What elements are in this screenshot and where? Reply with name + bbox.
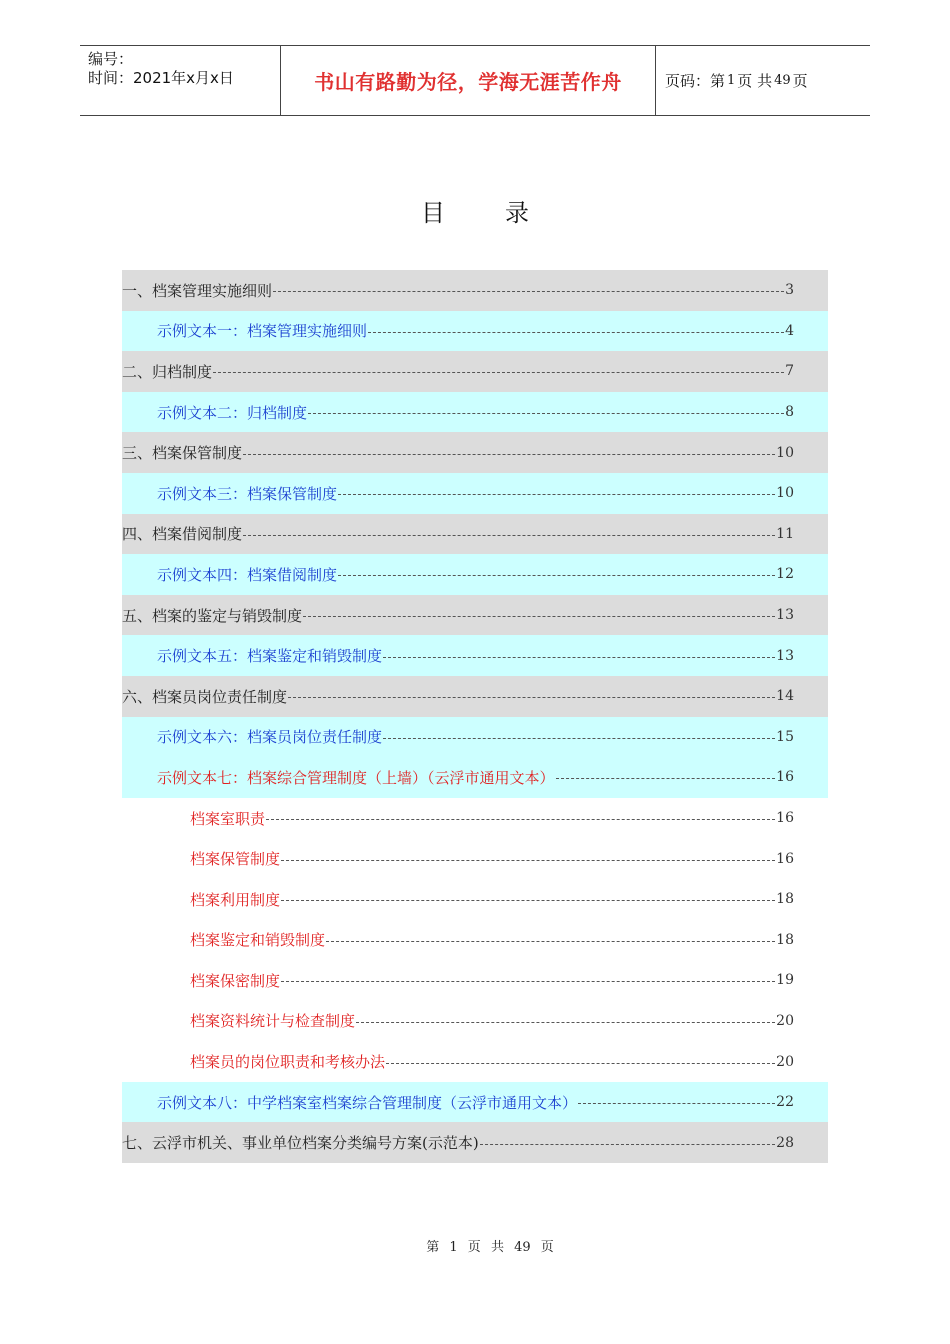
toc-leader-dots [356, 1021, 775, 1023]
toc-leader-dots [266, 818, 775, 820]
toc-entry[interactable] [122, 838, 828, 879]
toc-leader-dots [213, 371, 784, 373]
page-mid: 页 共 [737, 72, 773, 90]
toc-leader-dots [308, 412, 784, 414]
toc-entry[interactable] [122, 311, 828, 352]
toc-entry-label: 档案利用制度 [190, 890, 281, 909]
header-page-info [656, 46, 870, 115]
toc-entry[interactable] [122, 676, 828, 717]
toc-leader-dots [273, 290, 784, 292]
footer-p3: 共 [490, 1240, 504, 1255]
toc-entry[interactable] [122, 351, 828, 392]
toc-leader-dots [281, 899, 775, 901]
toc-leader-dots [243, 453, 775, 455]
toc-leader-dots [338, 493, 775, 495]
header-motto: 书山有路勤为径，学海无涯苦作舟 [280, 46, 656, 115]
toc-entry-page: 3 [785, 282, 794, 299]
toc-entry-page: 16 [776, 769, 794, 786]
toc-entry-label: 档案保密制度 [190, 971, 281, 990]
toc-leader-dots [386, 1062, 775, 1064]
toc-leader-dots [303, 615, 775, 617]
toc-entry-page: 18 [776, 891, 794, 908]
toc-leader-dots [243, 534, 775, 536]
toc-entry-label: 示例文本四：档案借阅制度 [157, 565, 338, 584]
toc-entry-page: 19 [776, 972, 794, 989]
toc-entry-label: 示例文本三：档案保管制度 [157, 484, 338, 503]
toc-entry[interactable] [122, 1001, 828, 1042]
page-prefix: 页码：第 [665, 72, 726, 90]
toc-entry-page: 16 [776, 850, 794, 867]
toc-leader-dots [338, 574, 775, 576]
header-meta [80, 46, 280, 115]
toc-leader-dots [326, 940, 775, 942]
time-label: 时间：2021年x月x日 [88, 69, 234, 87]
toc-entry-page: 7 [785, 363, 794, 380]
toc-leader-dots [383, 737, 775, 739]
toc-entry-label: 四、档案借阅制度 [122, 525, 243, 544]
toc-leader-dots [578, 1102, 775, 1104]
toc-entry-page: 18 [776, 931, 794, 948]
toc-entry[interactable] [122, 717, 828, 758]
toc-entry[interactable] [122, 757, 828, 798]
toc-entry[interactable] [122, 392, 828, 433]
toc-entry-label: 一、档案管理实施细则 [122, 281, 273, 300]
page-total: 49 [774, 73, 791, 88]
toc-entry-page: 11 [776, 525, 794, 542]
footer-num: 1 [449, 1240, 458, 1255]
toc-entry-page: 20 [776, 1053, 794, 1070]
number-label: 编号： [88, 50, 134, 68]
toc-entry-page: 13 [776, 607, 794, 624]
toc-entry[interactable] [122, 635, 828, 676]
toc-leader-dots [368, 331, 784, 333]
toc-entry-page: 4 [785, 322, 794, 339]
toc-entry[interactable] [122, 1122, 828, 1163]
page-footer [0, 1236, 950, 1255]
toc-entry-page: 16 [776, 810, 794, 827]
toc-entry-page: 8 [785, 404, 794, 421]
toc-leader-dots [281, 859, 775, 861]
toc-entry[interactable] [122, 1082, 828, 1123]
toc-entry-label: 档案保管制度 [190, 850, 281, 869]
toc-entry[interactable] [122, 270, 828, 311]
toc-entry[interactable] [122, 432, 828, 473]
toc-entry-label: 示例文本六：档案员岗位责任制度 [157, 728, 383, 747]
toc-entry-label: 五、档案的鉴定与销毁制度 [122, 606, 303, 625]
toc-entry-label: 示例文本七：档案综合管理制度（上墙）（云浮市通用文本） [157, 768, 555, 787]
footer-p1: 第 [426, 1240, 440, 1255]
toc-entry[interactable] [122, 960, 828, 1001]
toc-entry-page: 22 [776, 1094, 794, 1111]
toc-entry-page: 14 [776, 688, 794, 705]
toc-entry[interactable] [122, 920, 828, 961]
toc-entry-label: 示例文本二：归档制度 [157, 403, 308, 422]
toc-leader-dots [281, 980, 775, 982]
table-of-contents [122, 270, 828, 1163]
toc-leader-dots [480, 1143, 775, 1145]
toc-entry-label: 三、档案保管制度 [122, 444, 243, 463]
toc-entry-page: 13 [776, 647, 794, 664]
toc-entry[interactable] [122, 514, 828, 555]
toc-entry-page: 20 [776, 1012, 794, 1029]
footer-p4: 页 [540, 1240, 554, 1255]
toc-entry-page: 15 [776, 728, 794, 745]
toc-entry[interactable] [122, 554, 828, 595]
toc-entry-label: 七、云浮市机关、事业单位档案分类编号方案(示范本) [122, 1134, 479, 1153]
toc-entry-label: 示例文本一：档案管理实施细则 [157, 322, 368, 341]
toc-entry-label: 示例文本五：档案鉴定和销毁制度 [157, 647, 383, 666]
toc-entry-label: 档案员的岗位职责和考核办法 [190, 1053, 386, 1072]
toc-entry[interactable] [122, 1041, 828, 1082]
toc-entry-page: 10 [776, 485, 794, 502]
toc-entry-label: 档案室职责 [190, 809, 266, 828]
toc-leader-dots [556, 777, 776, 779]
toc-entry[interactable] [122, 879, 828, 920]
footer-total: 49 [514, 1240, 531, 1255]
page-header [80, 45, 870, 116]
toc-entry-label: 档案鉴定和销毁制度 [190, 931, 326, 950]
toc-entry[interactable] [122, 798, 828, 839]
toc-leader-dots [288, 696, 775, 698]
toc-entry-label: 档案资料统计与检查制度 [190, 1012, 356, 1031]
toc-entry-label: 示例文本八：中学档案室档案综合管理制度（云浮市通用文本） [157, 1093, 578, 1112]
toc-entry-label: 二、归档制度 [122, 362, 213, 381]
footer-p2: 页 [467, 1240, 481, 1255]
toc-entry-page: 10 [776, 444, 794, 461]
toc-entry-page: 12 [776, 566, 794, 583]
page-suffix: 页 [792, 72, 808, 90]
toc-entry-page: 28 [776, 1134, 794, 1151]
toc-entry-label: 六、档案员岗位责任制度 [122, 687, 288, 706]
toc-entry[interactable] [122, 473, 828, 514]
page-number: 1 [727, 73, 736, 88]
toc-entry[interactable] [122, 595, 828, 636]
toc-leader-dots [383, 656, 775, 658]
page-title: 目录 [421, 199, 589, 227]
